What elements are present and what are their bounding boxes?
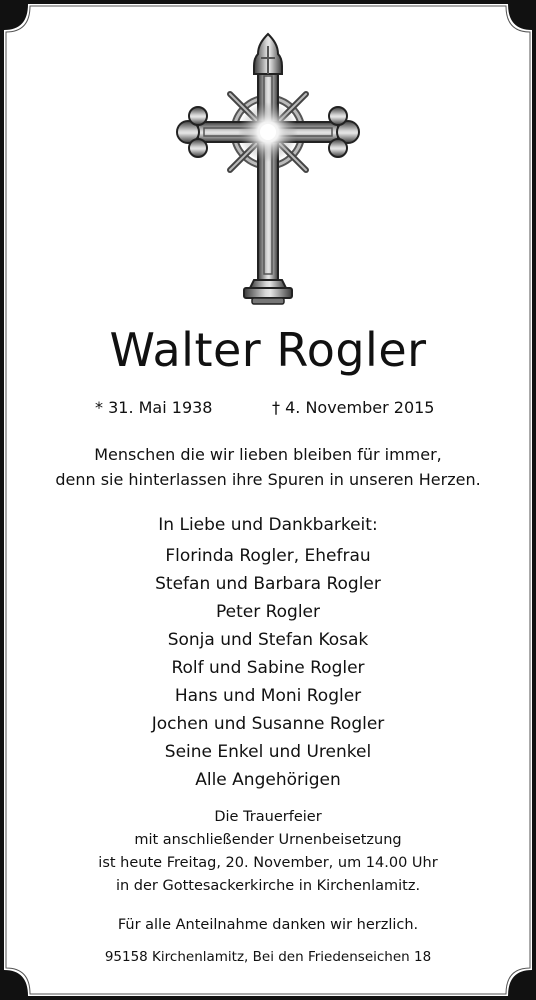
mourner-entry: Alle Angehörigen (195, 770, 341, 790)
ceremony-line: ist heute Freitag, 20. November, um 14.00 Uhr (98, 855, 438, 871)
mourner-entry: Rolf und Sabine Rogler (171, 658, 365, 678)
ceremony-line: Die Trauerfeier (214, 809, 322, 825)
mourner-entry: Sonja und Stefan Kosak (167, 630, 369, 650)
birth-date: * 31. Mai 1938 (95, 398, 213, 417)
quote-line: denn sie hinterlassen ihre Spuren in unseren Herzen. (55, 470, 481, 489)
deceased-name: Walter Rogler (109, 323, 427, 377)
cross-ornament (168, 32, 368, 307)
mourner-entry: Seine Enkel und Urenkel (164, 742, 372, 762)
mourner-entry: Peter Rogler (215, 602, 321, 622)
mourner-entry: Florinda Rogler, Ehefrau (165, 546, 371, 566)
ceremony-info (0, 806, 536, 898)
ornate-cross-icon (168, 32, 368, 307)
quote-line: Menschen die wir lieben bleiben für immer, (94, 445, 442, 464)
ceremony-line: in der Gottesackerkirche in Kirchenlamitz. (115, 878, 421, 894)
family-address: 95158 Kirchenlamitz, Bei den Friedenseichen 18 (104, 949, 432, 965)
thanks-heading: In Liebe und Dankbarkeit: (158, 515, 378, 535)
mourner-entry: Hans und Moni Rogler (174, 686, 362, 706)
ceremony-line: mit anschließender Urnenbeisetzung (134, 832, 402, 848)
mourners-list (0, 542, 536, 794)
death-date: † 4. November 2015 (272, 398, 435, 417)
mourner-entry: Stefan und Barbara Rogler (155, 574, 381, 594)
memorial-quote (0, 442, 536, 492)
final-thanks: Für alle Anteilnahme danken wir herzlich. (117, 917, 419, 933)
mourner-entry: Jochen und Susanne Rogler (151, 714, 385, 734)
